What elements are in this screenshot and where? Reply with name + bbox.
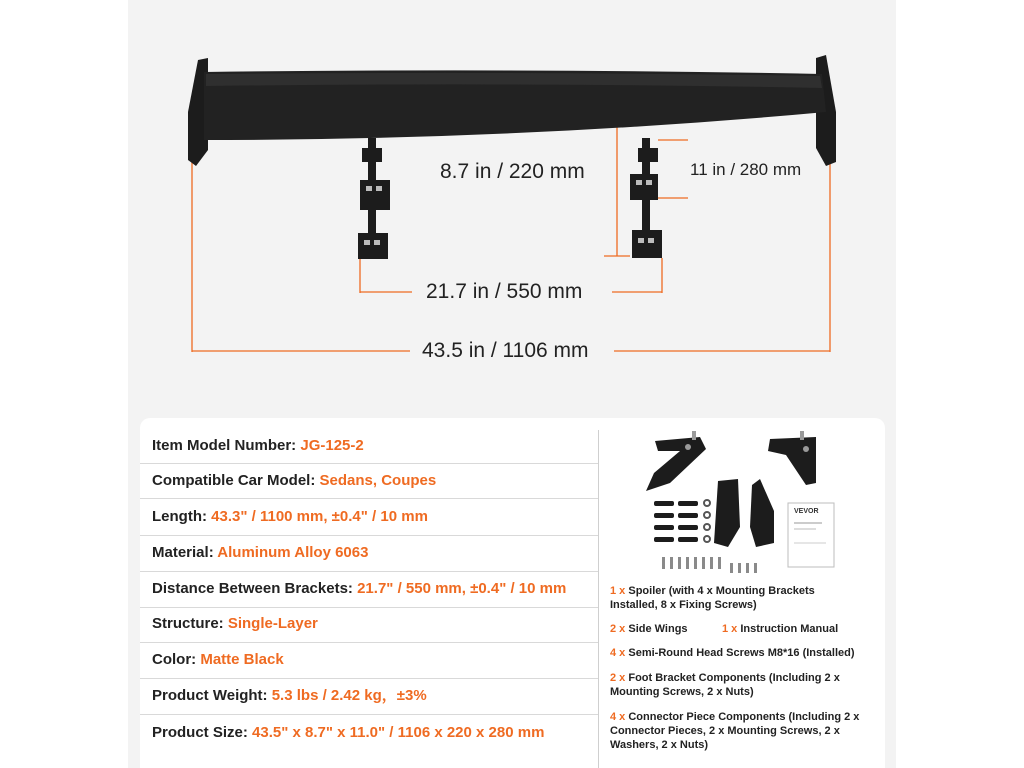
spec-row-model: Item Model Number: JG-125-2 — [140, 436, 598, 464]
package-contents-image — [610, 423, 880, 583]
package-item-connector-pieces: 4 x Connector Piece Components (Including 2 x Connector Pieces, 2 x Mounting Screws, 2 x Washers, 2 x Nuts) — [610, 711, 860, 751]
bracket-distance-label: 21.7 in / 550 mm — [426, 280, 583, 303]
side-wing-right — [750, 479, 774, 547]
total-height-dimension-label: 11 in / 280 mm — [690, 160, 802, 179]
manual-brand: VEVOR — [794, 508, 819, 515]
spec-row-compatible: Compatible Car Model: Sedans, Coupes — [140, 471, 598, 499]
package-item-head-screws: 4 x Semi-Round Head Screws M8*16 (Installed) — [610, 647, 855, 659]
spec-row-material: Material: Aluminum Alloy 6063 — [140, 543, 598, 572]
screws — [662, 557, 757, 573]
spec-row-structure: Structure: Single-Layer — [140, 614, 598, 643]
height-dimension-label: 8.7 in / 220 mm — [440, 160, 585, 183]
side-wing-left — [714, 479, 740, 547]
package-item-manual: 1 x Instruction Manual — [722, 623, 839, 635]
package-item-foot-brackets: 2 x Foot Bracket Components (Including 2 x Mounting Screws, 2 x Nuts) — [610, 672, 840, 698]
package-item-side-wings: 2 x Side Wings — [610, 623, 688, 635]
panel-divider — [598, 430, 599, 768]
spec-row-weight: Product Weight: 5.3 lbs / 2.42 kg，±3% — [140, 686, 598, 715]
left-mounting-bracket — [358, 138, 390, 259]
spec-row-size: Product Size: 43.5" x 8.7" x 11.0" / 1106 x 220 x 280 mm — [152, 724, 545, 741]
foot-bracket-left — [646, 437, 706, 491]
spec-row-length: Length: 43.3" / 1100 mm, ±0.4" / 10 mm — [140, 507, 598, 536]
package-item-spoiler: 1 x Spoiler (with 4 x Mounting Brackets Installed, 8 x Fixing Screws) — [610, 585, 815, 611]
spec-row-color: Color: Matte Black — [140, 650, 598, 679]
connector-pieces — [654, 501, 698, 542]
total-length-label: 43.5 in / 1106 mm — [422, 339, 589, 362]
washers — [704, 500, 710, 542]
specification-panel — [140, 418, 885, 768]
spec-row-bracket-distance: Distance Between Brackets: 21.7" / 550 mm, ±0.4" / 10 mm — [140, 579, 598, 608]
foot-bracket-right — [768, 437, 816, 485]
right-mounting-bracket — [630, 138, 662, 258]
